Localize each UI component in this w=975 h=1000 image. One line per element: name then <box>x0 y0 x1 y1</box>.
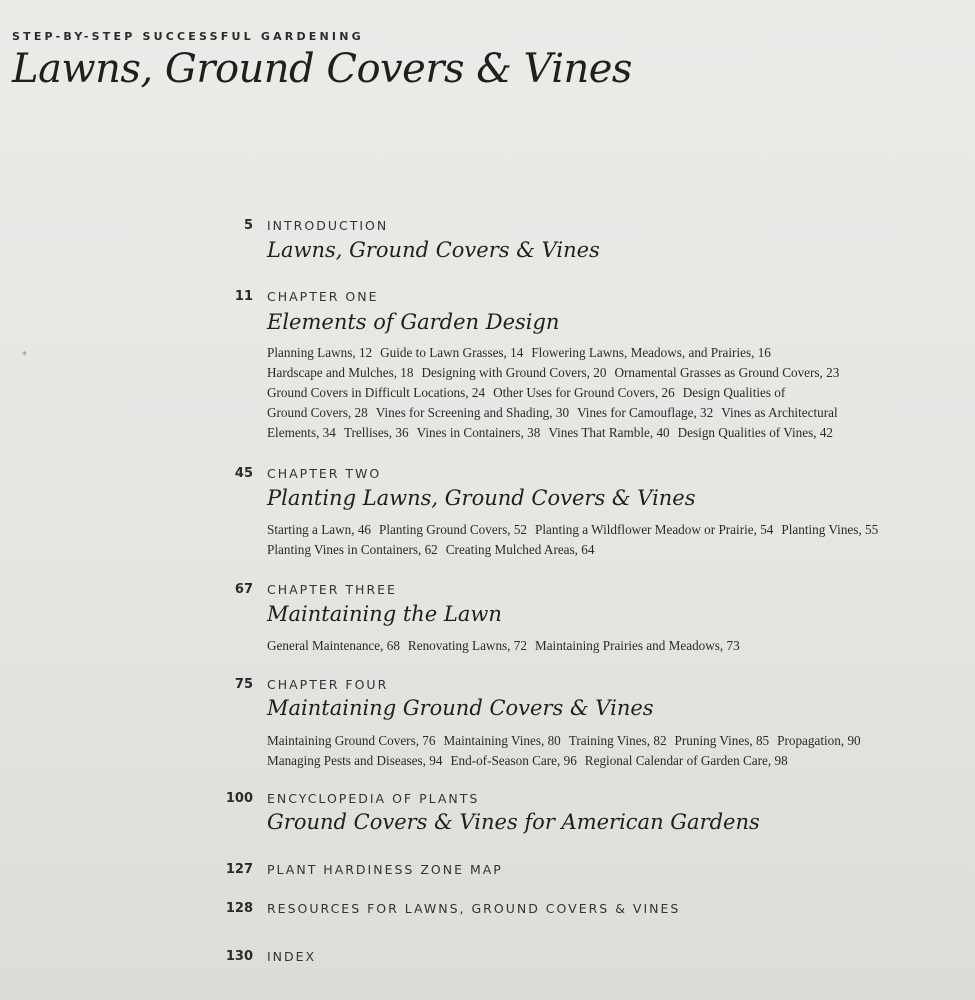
toc-topic-list <box>267 636 957 656</box>
toc-page-number: 11 <box>234 289 253 304</box>
toc-topic: Vines as Architectural <box>721 405 838 420</box>
toc-chapter-title: Planting Lawns, Ground Covers & Vines <box>267 486 696 510</box>
toc-topic: Regional Calendar of Garden Care, 98 <box>584 753 788 768</box>
toc-topic: Trellises, 36 <box>343 425 409 440</box>
toc-section-label: RESOURCES FOR LAWNS, GROUND COVERS & VINES <box>267 901 681 916</box>
toc-page-number: 75 <box>234 677 253 692</box>
toc-chapter-title: Elements of Garden Design <box>267 310 560 334</box>
toc-topic: Maintaining Prairies and Meadows, 73 <box>534 638 740 653</box>
toc-topic: Planting Vines, 55 <box>781 522 879 537</box>
toc-section-label: INTRODUCTION <box>267 218 389 233</box>
toc-topic: Vines for Camouflage, 32 <box>577 405 714 420</box>
toc-chapter-title: Ground Covers & Vines for American Gardens <box>267 810 760 834</box>
toc-section-label: ENCYCLOPEDIA OF PLANTS <box>267 791 480 806</box>
toc-topic-line <box>267 636 957 656</box>
toc-topic: Managing Pests and Diseases, 94 <box>267 753 443 768</box>
toc-topic: Planning Lawns, 12 <box>267 345 373 360</box>
toc-topic: Ground Covers in Difficult Locations, 24 <box>267 385 486 400</box>
toc-topic-line <box>267 423 957 443</box>
toc-topic: Elements, 34 <box>267 425 336 440</box>
toc-topic-line <box>267 383 957 403</box>
toc-topic: Guide to Lawn Grasses, 14 <box>380 345 524 360</box>
toc-topic-line <box>267 731 957 751</box>
toc-topic: Vines in Containers, 38 <box>416 425 541 440</box>
toc-topic: Design Qualities of <box>682 385 786 400</box>
toc-topic-list <box>267 343 957 443</box>
toc-topic-line <box>267 751 957 771</box>
toc-topic: Training Vines, 82 <box>568 733 667 748</box>
toc-topic: Planting a Wildflower Meadow or Prairie, 54 <box>535 522 774 537</box>
toc-topic: General Maintenance, 68 <box>267 638 400 653</box>
toc-topic: Creating Mulched Areas, 64 <box>445 542 595 557</box>
toc-section-label: CHAPTER TWO <box>267 466 382 481</box>
toc-page-number: 45 <box>234 466 253 481</box>
toc-page-number: 67 <box>234 582 253 597</box>
toc-topic: Vines That Ramble, 40 <box>548 425 670 440</box>
toc-section-label: CHAPTER FOUR <box>267 677 389 692</box>
series-name: STEP-BY-STEP SUCCESSFUL GARDENING <box>12 30 364 43</box>
toc-topic: Designing with Ground Covers, 20 <box>421 365 607 380</box>
toc-chapter-title: Lawns, Ground Covers & Vines <box>267 238 600 262</box>
toc-page-number: 130 <box>225 949 253 964</box>
toc-topic: Planting Vines in Containers, 62 <box>267 542 438 557</box>
smudge-mark: ⁎ <box>22 347 27 358</box>
toc-section-label: CHAPTER THREE <box>267 582 397 597</box>
toc-page-number: 128 <box>225 901 253 916</box>
toc-topic: Pruning Vines, 85 <box>674 733 770 748</box>
toc-topic: Ground Covers, 28 <box>267 405 368 420</box>
page-title: Lawns, Ground Covers & Vines <box>12 46 632 92</box>
toc-topic: Renovating Lawns, 72 <box>407 638 527 653</box>
toc-topic: Vines for Screening and Shading, 30 <box>375 405 570 420</box>
toc-topic-line <box>267 403 957 423</box>
toc-page-number: 127 <box>225 862 253 877</box>
toc-topic: Ornamental Grasses as Ground Covers, 23 <box>614 365 840 380</box>
toc-topic-line <box>267 343 957 363</box>
toc-section-label: CHAPTER ONE <box>267 289 379 304</box>
toc-topic: End-of-Season Care, 96 <box>450 753 577 768</box>
toc-chapter-title: Maintaining Ground Covers & Vines <box>267 696 654 720</box>
toc-topic: Planting Ground Covers, 52 <box>379 522 528 537</box>
toc-section-label: INDEX <box>267 949 317 964</box>
toc-chapter-title: Maintaining the Lawn <box>267 602 502 626</box>
toc-page-number: 100 <box>225 791 253 806</box>
toc-topic-list <box>267 731 957 771</box>
toc-topic: Other Uses for Ground Covers, 26 <box>493 385 675 400</box>
toc-topic-list <box>267 520 957 560</box>
toc-topic: Flowering Lawns, Meadows, and Prairies, 16 <box>531 345 771 360</box>
toc-topic: Design Qualities of Vines, 42 <box>677 425 834 440</box>
toc-topic: Propagation, 90 <box>777 733 861 748</box>
toc-topic: Starting a Lawn, 46 <box>267 522 372 537</box>
toc-section-label: PLANT HARDINESS ZONE MAP <box>267 862 503 877</box>
toc-topic-line <box>267 363 957 383</box>
toc-topic: Maintaining Vines, 80 <box>443 733 561 748</box>
toc-topic-line <box>267 520 957 540</box>
toc-topic: Hardscape and Mulches, 18 <box>267 365 414 380</box>
toc-page-number: 5 <box>243 218 253 233</box>
toc-topic: Maintaining Ground Covers, 76 <box>267 733 436 748</box>
toc-topic-line <box>267 540 957 560</box>
